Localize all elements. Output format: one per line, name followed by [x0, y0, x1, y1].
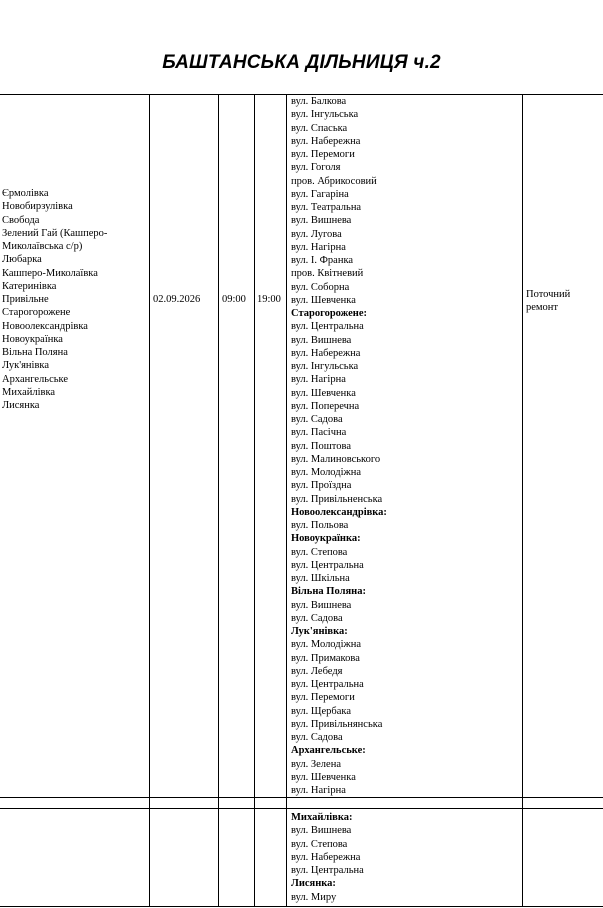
street-item: пров. Квітневий — [291, 268, 364, 280]
street-item: вул. Театральна — [291, 202, 362, 213]
street-item: вул. Інгульська — [291, 361, 359, 372]
street-item: вул. Шевченка — [291, 294, 356, 306]
street-item: вул. Малиновського — [291, 453, 381, 465]
village-heading: Михайлівка: — [291, 812, 353, 823]
street-item: вул. Садова — [291, 612, 343, 624]
end-time-cell: 19:00 — [257, 294, 281, 305]
village-heading: Лисянка: — [291, 878, 336, 890]
street-item: вул. Щербака — [291, 705, 351, 717]
work-type-line-1: Поточний — [526, 289, 571, 300]
settlement-item: Лук'янівка — [2, 360, 50, 372]
street-item: вул. Польова — [291, 520, 349, 531]
street-item: вул. Примакова — [291, 652, 360, 664]
street-item: вул. Поперечна — [291, 400, 360, 412]
street-item: вул. Центральна — [291, 559, 364, 571]
street-item: вул. Спаська — [291, 122, 348, 134]
street-item: вул. Перемоги — [291, 149, 355, 160]
start-time-cell: 09:00 — [222, 294, 246, 305]
date-cell: 02.09.2026 — [153, 294, 201, 305]
settlement-item: Старогорожене — [2, 307, 71, 319]
street-item: вул. Привільнянська — [291, 718, 383, 730]
street-item: вул. Соборна — [291, 281, 350, 293]
col-divider-end — [254, 94, 255, 907]
settlement-item: Новобирзулівка — [2, 201, 73, 213]
village-heading: Лук'янівка: — [291, 626, 348, 637]
street-item: вул. Садова — [291, 414, 343, 425]
settlement-item: Свобода — [2, 214, 40, 226]
col-divider-start — [218, 94, 219, 907]
street-item: вул. Гагаріна — [291, 188, 349, 200]
street-item: вул. Нагірна — [291, 241, 346, 253]
street-item: вул. Лебедя — [291, 665, 343, 677]
street-item: вул. Садова — [291, 732, 343, 743]
street-item: вул. Шевченка — [291, 771, 356, 783]
settlement-item: Любарка — [2, 254, 42, 266]
street-item: вул. Проїздна — [291, 480, 352, 492]
settlement-item: Михайлівка — [2, 386, 56, 398]
settlement-item: Кашперо-Миколаївка — [2, 267, 98, 279]
settlement-item: Єрмолівка — [2, 188, 49, 199]
village-heading: Старогорожене: — [291, 308, 367, 319]
streets-list-continued — [291, 811, 364, 904]
street-item: вул. Нагірна — [291, 785, 346, 796]
col-divider-date — [149, 94, 150, 907]
street-item: пров. Абрикосовий — [291, 175, 377, 187]
street-item: вул. Пасічна — [291, 427, 347, 439]
street-item: вул. Балкова — [291, 96, 347, 107]
street-item: вул. Гоголя — [291, 162, 341, 174]
table-bottom-border — [0, 906, 603, 907]
village-heading: Новоолександрівка: — [291, 506, 387, 518]
street-item: вул. Центральна — [291, 865, 364, 876]
street-item: вул. Молодіжна — [291, 639, 362, 651]
street-item: вул. Інгульська — [291, 109, 359, 121]
settlements-list — [2, 187, 107, 412]
street-item: вул. Центральна — [291, 321, 364, 333]
village-heading: Новоукраїнка: — [291, 533, 361, 545]
settlement-item: Катеринівка — [2, 280, 57, 292]
street-item: вул. Центральна — [291, 679, 364, 690]
work-type-line-2: ремонт — [526, 302, 559, 314]
streets-list — [291, 95, 387, 797]
col-divider-work — [522, 94, 523, 907]
street-item: вул. Вишнева — [291, 825, 352, 837]
settlement-item: Новоолександрівка — [2, 320, 88, 332]
street-item: вул. Лугова — [291, 228, 342, 240]
street-item: вул. Вишнева — [291, 334, 352, 346]
street-item: вул. Зелена — [291, 758, 341, 770]
settlement-item: Привільне — [2, 294, 49, 305]
street-item: вул. Вишнева — [291, 215, 352, 227]
street-item: вул. Степова — [291, 546, 348, 558]
settlement-item: Вільна Поляна — [2, 347, 68, 358]
street-item: вул. Вишнева — [291, 599, 352, 611]
work-type-cell — [526, 288, 570, 315]
street-item: вул. Набережна — [291, 347, 361, 359]
village-heading: Архангельське: — [291, 745, 366, 757]
settlement-item: Зелений Гай (Кашперо- — [2, 227, 108, 239]
settlement-item: Лисянка — [2, 400, 40, 411]
street-item: вул. Привільненська — [291, 493, 383, 505]
street-item: вул. Набережна — [291, 851, 361, 863]
village-heading: Вільна Поляна: — [291, 586, 366, 598]
street-item: вул. Молодіжна — [291, 467, 362, 478]
street-item: вул. Миру — [291, 891, 337, 903]
street-item: вул. І. Франка — [291, 255, 354, 266]
street-item: вул. Набережна — [291, 135, 361, 147]
street-item: вул. Степова — [291, 838, 348, 850]
row-divider-2 — [0, 808, 603, 809]
street-item: вул. Перемоги — [291, 692, 355, 704]
col-divider-streets — [286, 94, 287, 907]
settlement-item: Архангельське — [2, 373, 69, 385]
street-item: вул. Шевченка — [291, 387, 356, 399]
settlement-item: Новоукраїнка — [2, 333, 63, 345]
street-item: вул. Шкільна — [291, 573, 350, 584]
settlement-item: Миколаївська с/р) — [2, 241, 83, 252]
page-title: БАШТАНСЬКА ДІЛЬНИЦЯ ч.2 — [162, 52, 441, 73]
street-item: вул. Нагірна — [291, 374, 346, 386]
street-item: вул. Поштова — [291, 440, 351, 452]
